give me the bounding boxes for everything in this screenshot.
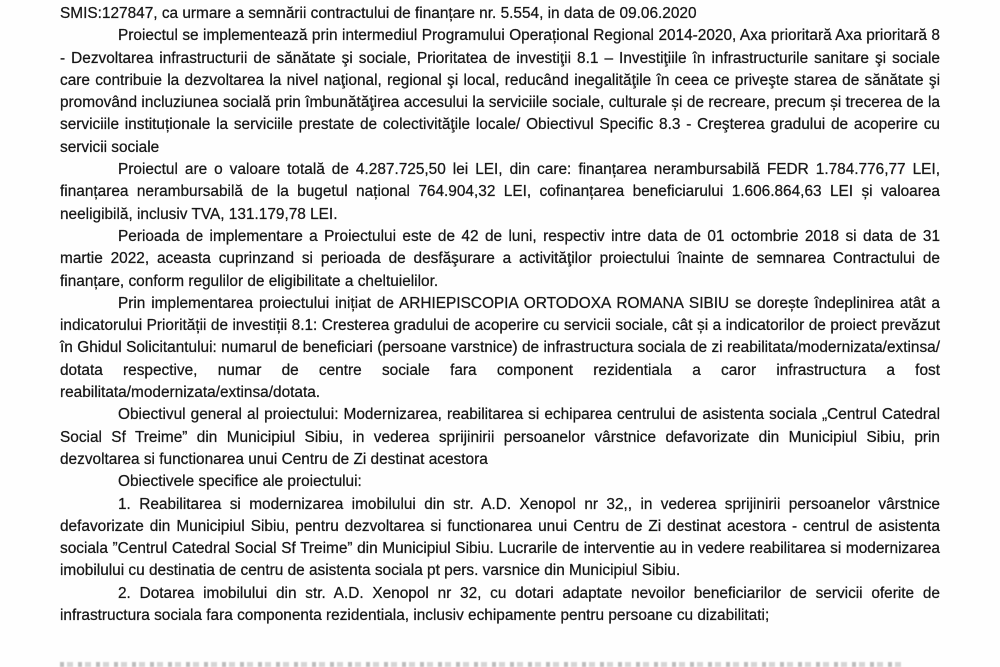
paragraph-objective-1: 1. Reabilitarea si modernizarea imobilului din str. A.D. Xenopol nr 32,, in vederea sprijinirii persoanelor vârstnice defavorizate din Municipiul Sibiu, pentru dezvoltarea si functionarea unui Centru de Zi destinat acestora - centrul de asistenta sociala ”Centrul Catedral Social Sf Treime” din Municipiul Sibiu. Lucrarile de interventie au in vedere reabilitarea si modernizarea imobilului cu destinatia de centru de asistenta sociala pt pers. varsnice din Municipiul Sibiu. [60, 495, 940, 580]
paragraph-objective-2: 2. Dotarea imobilului din str. A.D. Xenopol nr 32, cu dotari adaptate nevoilor beneficiarilor de servicii oferite de infrastructura sociala fara componenta rezidentiala, inclusiv echipamente pentru persoane cu dizabilitati; [60, 584, 940, 625]
paragraph-indicators: Prin implementarea proiectului inițiat de ARHIEPISCOPIA ORTODOXA ROMANA SIBIU se dorește îndeplinirea atât a indicatorului Priorității de investiții 8.1: Cresterea gradului de acoperire cu servicii sociale, cât și a indicatorilor de proiect prevăzut în Ghidul Solicitantului: numarul de beneficiari (persoane varstnice) de infrastructura sociala de zi reabilitata/modernizata/extinsa/ dotata respective, numar de centre sociale fara component rezidentiala a caror infrastructura a fost reabilitata/modernizata/extinsa/dotata. [60, 294, 940, 402]
paragraph-general-objective: Obiectivul general al proiectului: Modernizarea, reabilitarea si echiparea centrului de asistenta sociala „Centrul Catedral Social Sf Treime” din Municipiul Sibiu, in vederea sprijinirii persoanelor vârstnice defavorizate din Municipiul Sibiu, prin dezvoltarea si functionarea unui Centru de Zi destinat acestora [60, 406, 940, 468]
paragraph-program-description: Proiectul se implementează prin intermediul Programului Operațional Regional 2014-2020, Axa prioritară Axa prioritară 8 - Dezvoltarea infrastructurii de sănătate şi sociale, Prioritatea de investiţii 8.1 – Investiţiile în infrastructurile sanitare şi sociale care contribuie la dezvoltarea la nivel naţional, regional şi local, reducând inegalităţile în ceea ce priveşte starea de sănătate şi promovând incluziunea socială prin îmbunătăţirea accesului la serviciile sociale, culturale și de recreare, precum și trecerea de la serviciile instituționale la serviciile prestate de colectivităţile locale/ Obiectivul Specific 8.3 - Creşterea gradului de acoperire cu servicii sociale [60, 27, 940, 156]
paragraph-specific-objectives-heading: Obiectivele specifice ale proiectului: [118, 473, 362, 491]
paragraph-project-value: Proiectul are o valoare totală de 4.287.725,50 lei LEI, din care: finanțarea nerambursabilă FEDR 1.784.776,77 LEI, finanțarea nerambursabilă de la bugetul național 764.904,32 LEI, cofinanțarea beneficiarului 1.606.864,63 LEI și valoarea neeligibilă, inclusiv TVA, 131.179,78 LEI. [60, 161, 940, 223]
clipped-next-line-fragment [60, 662, 905, 667]
paragraph-smis-header: SMIS:127847, ca urmare a semnării contractului de finanțare nr. 5.554, in data de 09.06.2020 [60, 5, 697, 22]
document-text-block [60, 3, 940, 627]
paragraph-implementation-period: Perioada de implementare a Proiectului este de 42 de luni, respectiv intre data de 01 octombrie 2018 si data de 31 martie 2022, aceasta cuprinzand si perioada de desfăşurare a activităţilor proiectului înainte de semnarea Contractului de finanțare, conform regulilor de eligibilitate a cheltuielilor. [60, 227, 940, 290]
